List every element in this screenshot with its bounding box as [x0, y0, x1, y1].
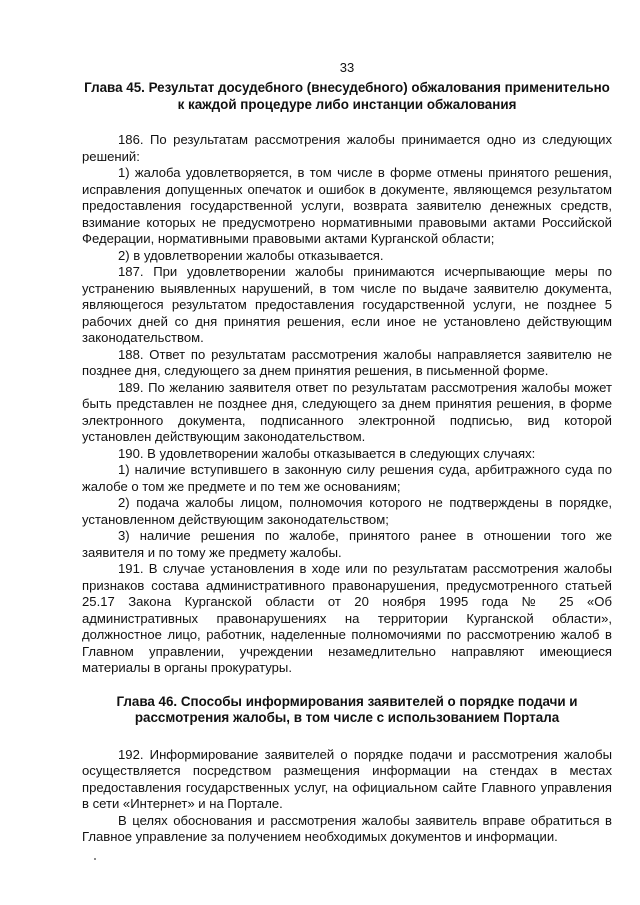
document-page: [82, 60, 612, 846]
paragraph-190-item-2: 2) подача жалобы лицом, полномочия которого не подтверждены в порядке, установленном действующим законодательством;: [82, 495, 612, 527]
paragraph-192-continuation: В целях обоснования и рассмотрения жалобы заявитель вправе обратиться в Главное управление за получением необходимых документов и информации.: [82, 812, 612, 844]
paragraph-186-item-1: 1) жалоба удовлетворяется, в том числе в форме отмены принятого решения, исправления допущенных опечаток и ошибок в документе, являющемся результатом предоставления государственной услуги, возврата заявителю денежных средств, взимание которых не предусмотрено нормативными правовыми актами Российской Федерации, нормативными правовыми актами Курганской области;: [82, 165, 612, 246]
page-number: 33: [339, 60, 355, 75]
chapter-45-body: [82, 132, 612, 677]
paragraph-192: 192. Информирование заявителей о порядке подачи и рассмотрения жалобы осуществляется посредством размещения информации на стендах в местах предоставления государственных услуг, на официальном сайте Главного управления в сети «Интернет» и на Портале.: [82, 746, 612, 811]
chapter-46-title: Глава 46. Способы информирования заявителей о порядке подачи и рассмотрения жалобы, в том числе с использованием Портала: [116, 693, 578, 725]
paragraph-187: 187. При удовлетворении жалобы принимаются исчерпывающие меры по устранению выявленных нарушений, в том числе по выдаче заявителю документа, являющегося результатом предоставления государственной услуги, не позднее 5 рабочих дней со дня принятия решения, если иное не установлено действующим законодательством.: [82, 264, 612, 345]
chapter-46-body: [82, 747, 612, 846]
paragraph-191: 191. В случае установления в ходе или по результатам рассмотрения жалобы признаков состава административного правонарушения, предусмотренного статьей 25.17 Закона Курганской области от 20 ноября 1995 года № 25 «Об административных правонарушениях на территории Курганской области», должностное лицо, работник, наделенные полномочиями по рассмотрению жалоб в Главном управлении, учреждении незамедлительно направляют имеющиеся материалы в органы прокуратуры.: [82, 561, 612, 675]
chapter-45-title: Глава 45. Результат досудебного (внесудебного) обжалования применительно к каждой процедуре либо инстанции обжалования: [84, 80, 610, 112]
paragraph-186-item-2: 2) в удовлетворении жалобы отказывается.: [118, 247, 384, 263]
paragraph-190-item-1: 1) наличие вступившего в законную силу решения суда, арбитражного суда по жалобе о том же предмете и по тем же основаниям;: [82, 462, 612, 494]
paragraph-186: 186. По результатам рассмотрения жалобы принимается одно из следующих решений:: [82, 132, 612, 164]
paragraph-189: 189. По желанию заявителя ответ по результатам рассмотрения жалобы может быть представлен не позднее дня, следующего за днем принятия решения, в форме электронного документа, подписанного электронной подписью, вид которой установлен действующим законодательством.: [82, 379, 612, 444]
paragraph-190-item-3: 3) наличие решения по жалобе, принятого ранее в отношении того же заявителя и по тому же предмету жалобы.: [82, 528, 612, 560]
scan-speck: [94, 858, 96, 860]
paragraph-190: 190. В удовлетворении жалобы отказывается в следующих случаях:: [118, 445, 536, 461]
paragraph-188: 188. Ответ по результатам рассмотрения жалобы направляется заявителю не позднее дня, следующего за днем принятия решения, в письменной форме.: [82, 346, 612, 378]
